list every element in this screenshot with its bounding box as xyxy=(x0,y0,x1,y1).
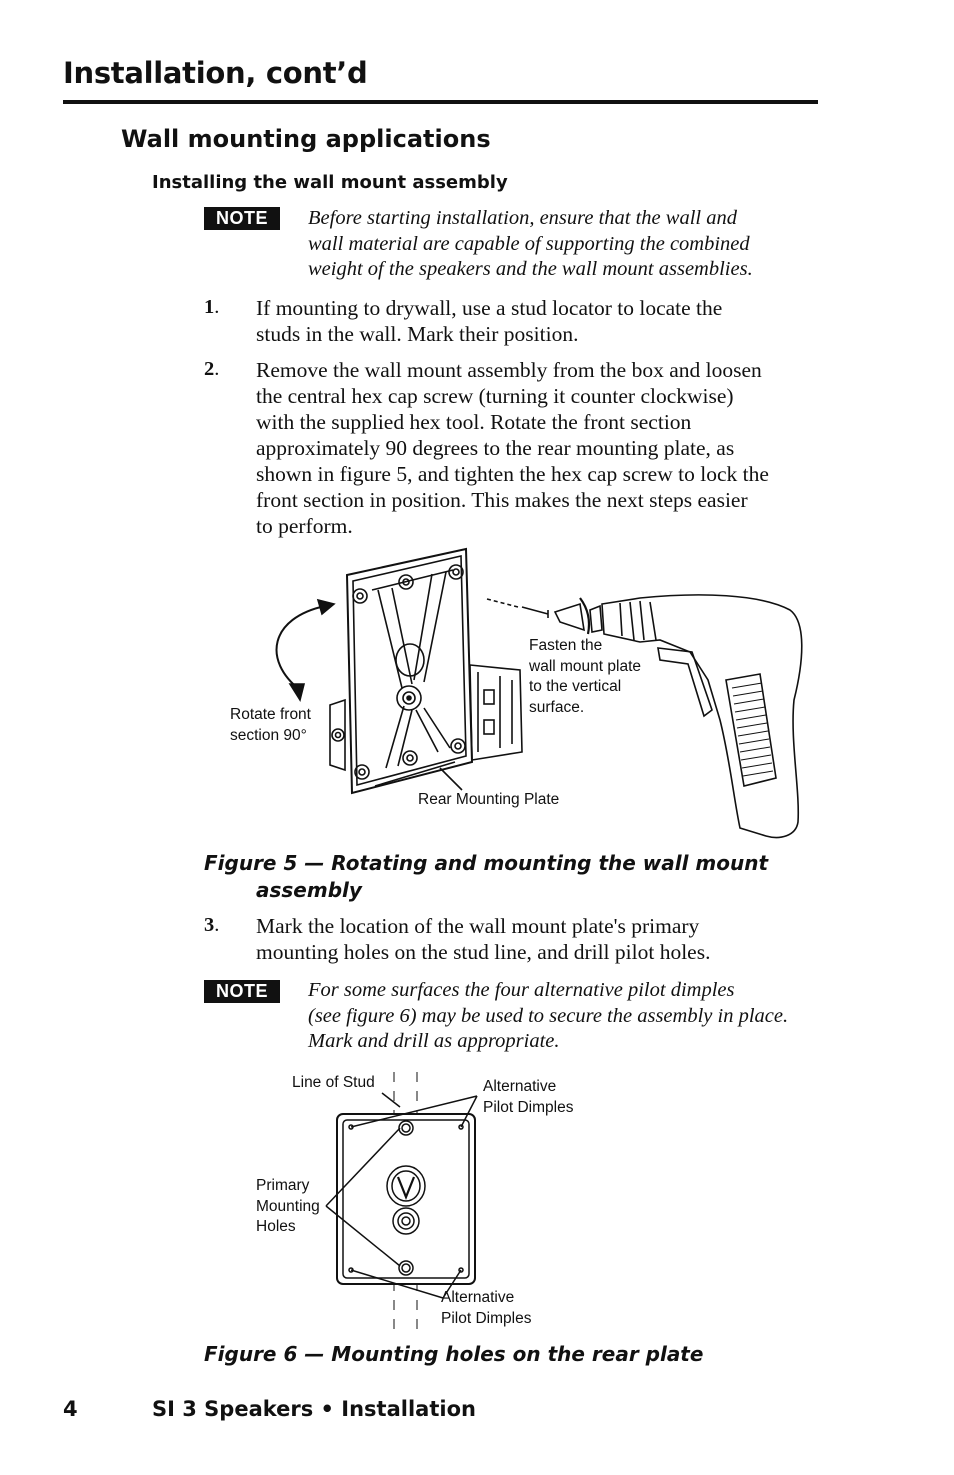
step-number: 1. xyxy=(204,296,220,318)
note-line: Mark and drill as appropriate. xyxy=(308,1030,560,1053)
page-title: Installation, cont’d xyxy=(63,56,368,90)
step-line: mounting holes on the stud line, and drill pilot holes. xyxy=(256,940,711,964)
note-line: Before starting installation, ensure that the wall and xyxy=(308,207,737,229)
step-line: to perform. xyxy=(256,514,353,538)
callout-alt-dimples-bottom xyxy=(441,1288,531,1329)
step-line: shown in figure 5, and tighten the hex cap screw to lock the xyxy=(256,462,769,486)
callout-fasten xyxy=(529,636,641,718)
step-number: 3. xyxy=(204,914,220,936)
callout-line: Holes xyxy=(256,1218,296,1235)
title-rule xyxy=(63,100,818,104)
callout-line: Alternative xyxy=(483,1078,557,1095)
step-line: studs in the wall. Mark their position. xyxy=(256,322,579,346)
callout-primary-holes xyxy=(256,1176,320,1238)
step-text xyxy=(256,357,831,539)
note-badge: NOTE xyxy=(204,207,280,230)
callout-line: Mounting xyxy=(256,1197,320,1215)
footer-text: SI 3 Speakers • Installation xyxy=(152,1397,476,1421)
callout-line: Pilot Dimples xyxy=(483,1098,574,1116)
step-text xyxy=(256,295,831,347)
callout-alt-dimples-top xyxy=(483,1077,573,1118)
callout-rear-plate: Rear Mounting Plate xyxy=(418,791,560,808)
note-text xyxy=(308,206,828,283)
callout-line: wall mount plate xyxy=(529,657,642,675)
step-line: If mounting to drywall, use a stud locator to locate the xyxy=(256,296,723,320)
step-text xyxy=(256,913,831,965)
note-line: wall material are capable of supporting the combined xyxy=(308,232,750,255)
step-line: front section in position. This makes the next steps easier xyxy=(256,488,748,512)
note-line: For some surfaces the four alternative pilot dimples xyxy=(308,979,735,1001)
step-line: with the supplied hex tool. Rotate the front section xyxy=(256,410,692,434)
page-number: 4 xyxy=(63,1397,78,1421)
step-line: approximately 90 degrees to the rear mounting plate, as xyxy=(256,436,735,460)
callout-line-of-stud: Line of Stud xyxy=(292,1074,375,1091)
callout-line: Primary xyxy=(256,1177,310,1194)
note-line: (see figure 6) may be used to secure the assembly in place. xyxy=(308,1004,789,1027)
callout-line: Rotate front xyxy=(230,706,311,723)
callout-line: Pilot Dimples xyxy=(441,1309,532,1327)
note-text xyxy=(308,978,848,1055)
sub-heading: Installing the wall mount assembly xyxy=(152,172,508,193)
callout-line: surface. xyxy=(529,698,585,716)
callout-line: section 90° xyxy=(230,726,307,744)
step-number: 2. xyxy=(204,358,220,380)
caption-line: Figure 5 — Rotating and mounting the wall mount xyxy=(204,851,769,875)
section-heading: Wall mounting applications xyxy=(121,125,491,153)
figure5-caption xyxy=(204,850,768,904)
callout-line: Alternative xyxy=(441,1289,515,1306)
callout-line: to the vertical xyxy=(529,678,622,695)
step-line: the central hex cap screw (turning it counter clockwise) xyxy=(256,384,734,408)
caption-line: assembly xyxy=(256,878,362,902)
note-badge: NOTE xyxy=(204,980,280,1003)
step-line: Mark the location of the wall mount plate's primary xyxy=(256,914,700,938)
callout-rotate xyxy=(230,705,311,746)
figure6-caption: Figure 6 — Mounting holes on the rear plate xyxy=(204,1342,704,1366)
note-line: weight of the speakers and the wall mount assemblies. xyxy=(308,258,753,281)
callout-line: Fasten the xyxy=(529,637,603,654)
step-line: Remove the wall mount assembly from the box and loosen xyxy=(256,358,762,382)
